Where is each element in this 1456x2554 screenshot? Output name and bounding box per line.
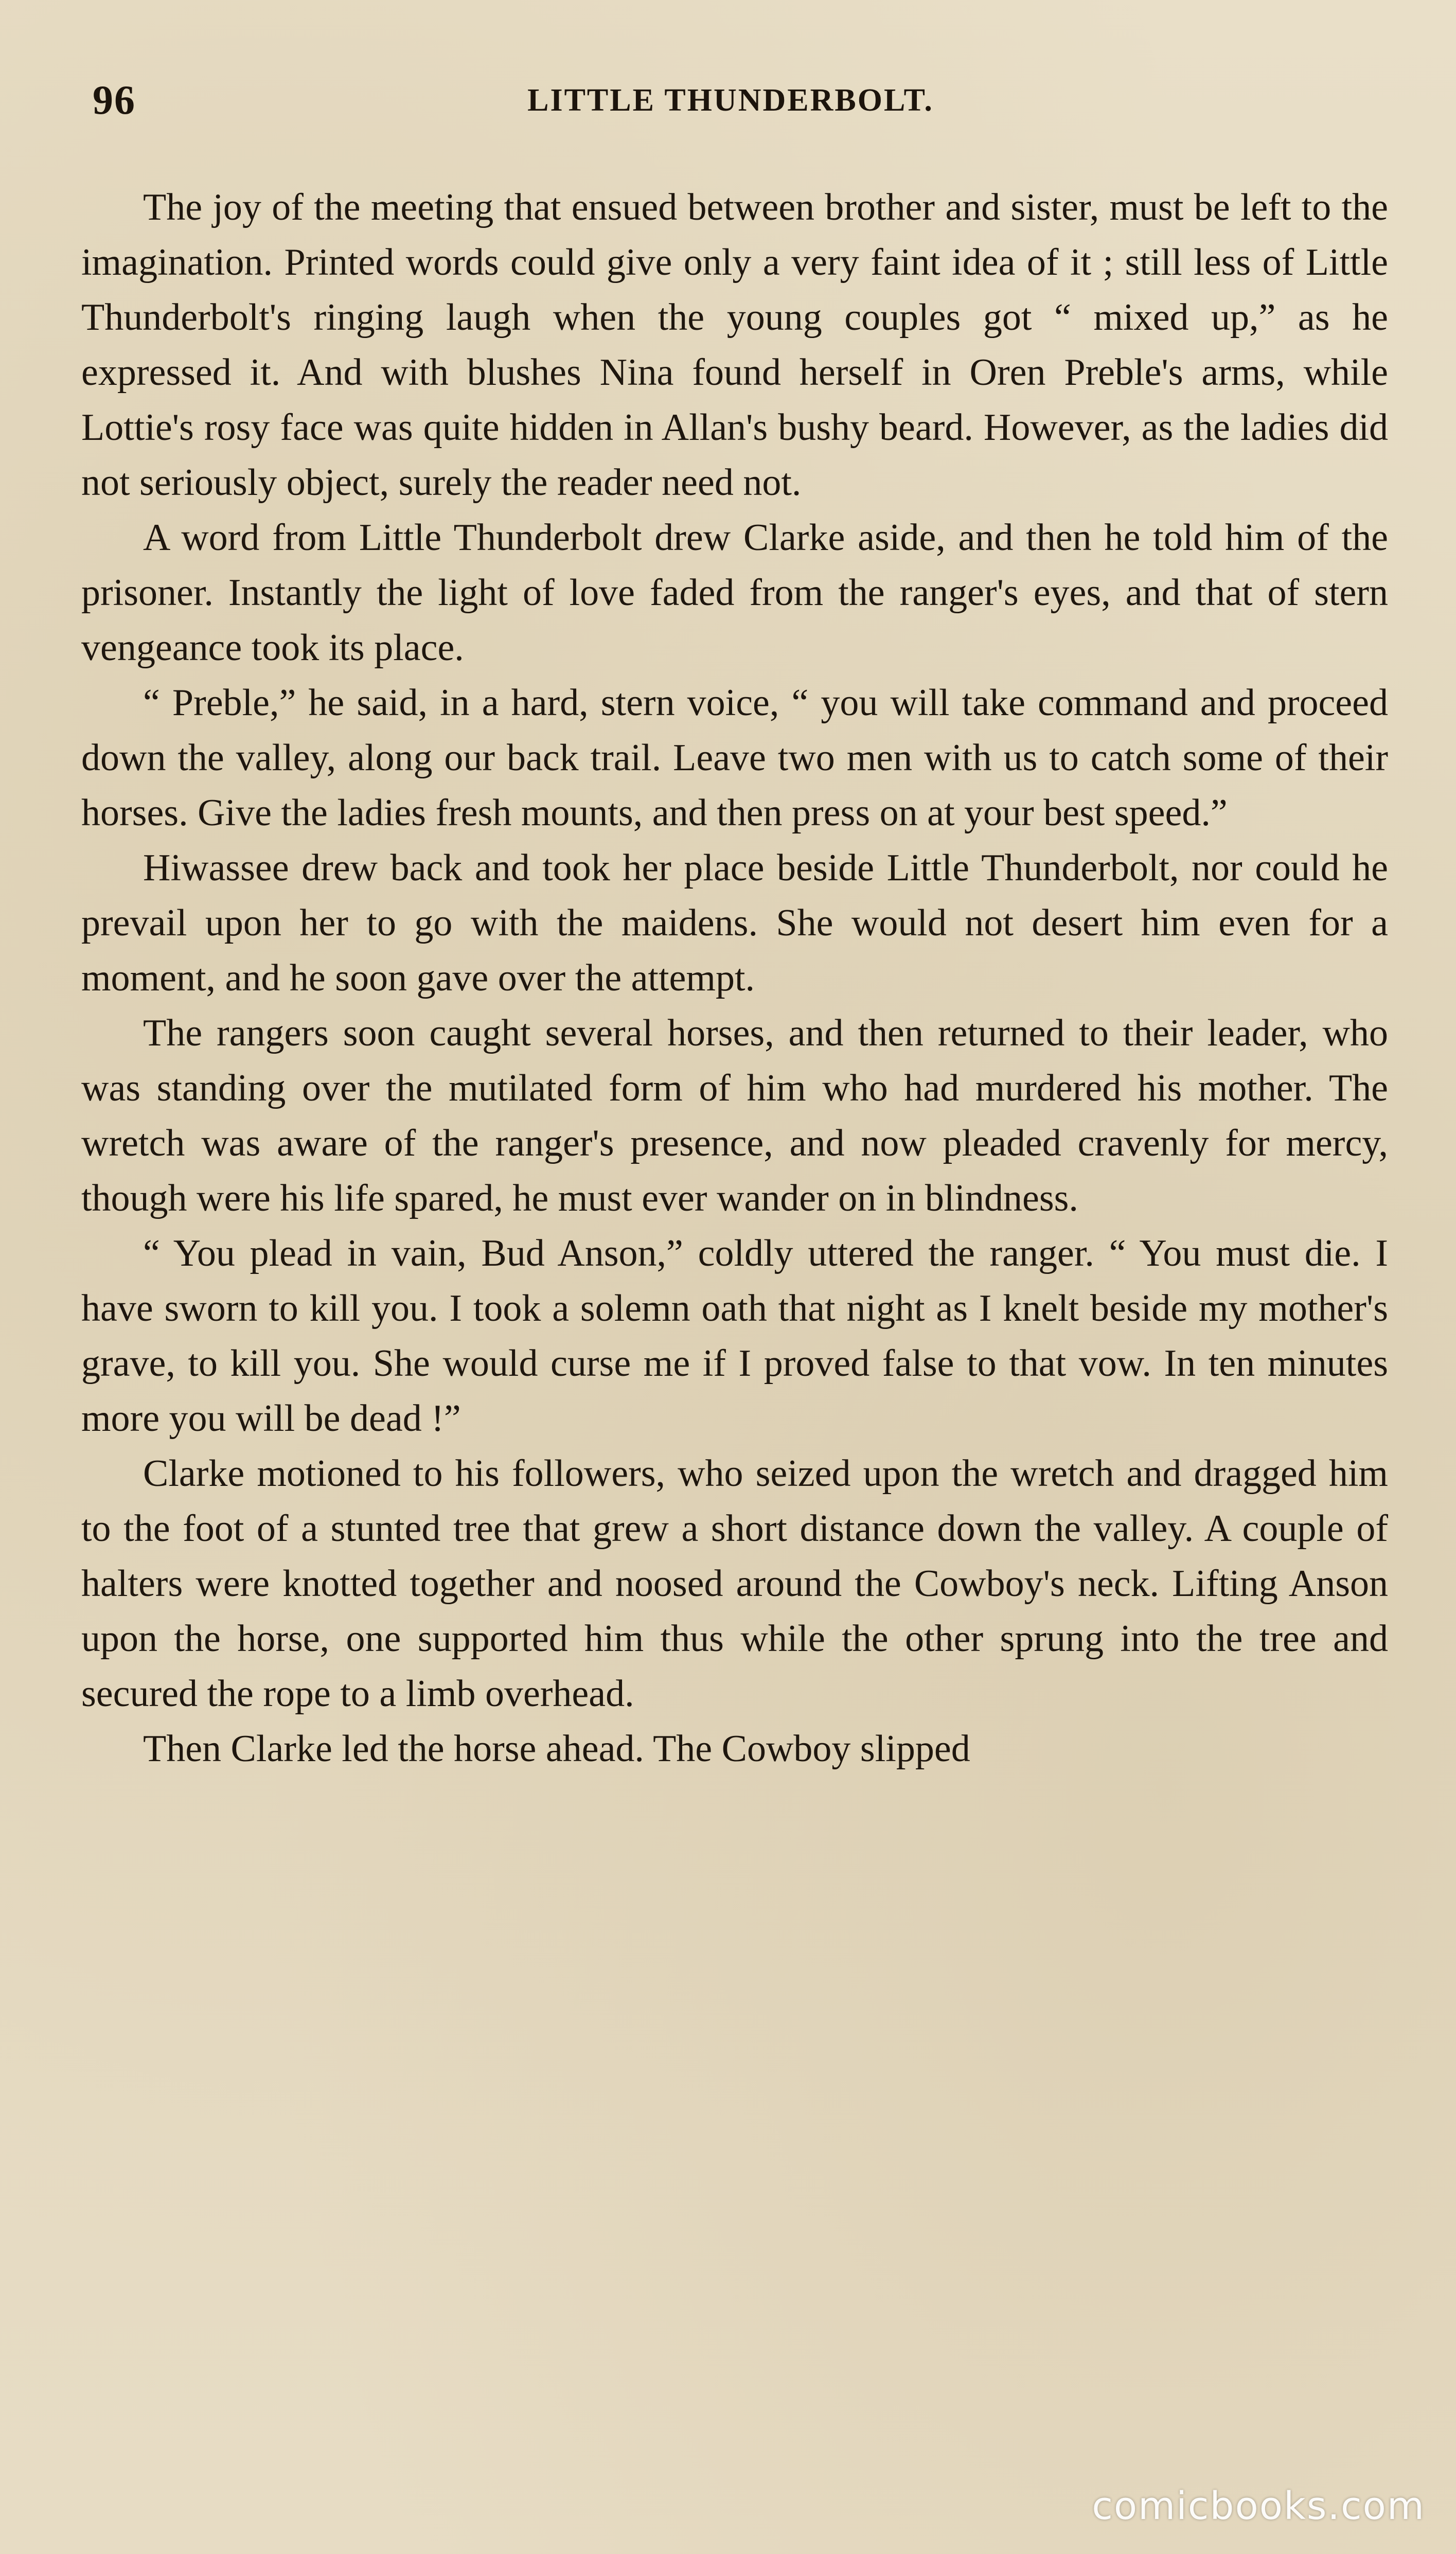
paragraph: The joy of the meeting that ensued between brother and sister, must be left to the imagination. Printed words could give only a very faint idea of it ; still less of Little Thunderbolt's ringing laugh when the young couples got “ mixed up,” as he expressed it. And with blushes Nina found herself in Oren Preble's arms, while Lottie's rosy face was quite hidden in Allan's bushy beard. However, as the ladies did not seriously object, surely the reader need not.	[81, 186, 1388, 504]
page-number: 96	[93, 78, 136, 123]
paragraph: “ Preble,” he said, in a hard, stern voice, “ you will take command and proceed down the valley, along our back trail. Leave two men with us to catch some of their horses. Give the ladies fresh mounts, and then press on at your best speed.”	[81, 682, 1388, 834]
paragraph: Then Clarke led the horse ahead. The Cowboy slipped	[143, 1728, 970, 1770]
watermark: comicbooks.com	[1092, 2484, 1425, 2528]
running-title: LITTLE THUNDERBOLT.	[527, 83, 934, 118]
paragraph: A word from Little Thunderbolt drew Clarke aside, and then he told him of the prisoner. Instantly the light of love faded from the ranger's eyes, and that of stern vengeance took its place.	[81, 517, 1388, 669]
paragraph: “ You plead in vain, Bud Anson,” coldly uttered the ranger. “ You must die. I have sworn to kill you. I took a solemn oath that night as I knelt beside my mother's grave, to kill you. She would curse me if I proved false to that vow. In ten minutes more you will be dead !”	[81, 1232, 1388, 1440]
page-header	[77, 77, 1384, 134]
body-text	[81, 180, 1388, 1777]
paragraph: The rangers soon caught several horses, and then returned to their leader, who was standing over the mutilated form of him who had murdered his mother. The wretch was aware of the ranger's presence, and now pleaded cravenly for mercy, though were his life spared, he must ever wander on in blindness.	[81, 1012, 1388, 1219]
paragraph: Clarke motioned to his followers, who seized upon the wretch and dragged him to the foot of a stunted tree that grew a short distance down the valley. A couple of halters were knotted together and noosed around the Cowboy's neck. Lifting Anson upon the horse, one supported him thus while the other sprung into the tree and secured the rope to a limb overhead.	[81, 1452, 1388, 1715]
paragraph: Hiwassee drew back and took her place beside Little Thunderbolt, nor could he prevail upon her to go with the maidens. She would not desert him even for a moment, and he soon gave over the attempt.	[81, 847, 1388, 999]
